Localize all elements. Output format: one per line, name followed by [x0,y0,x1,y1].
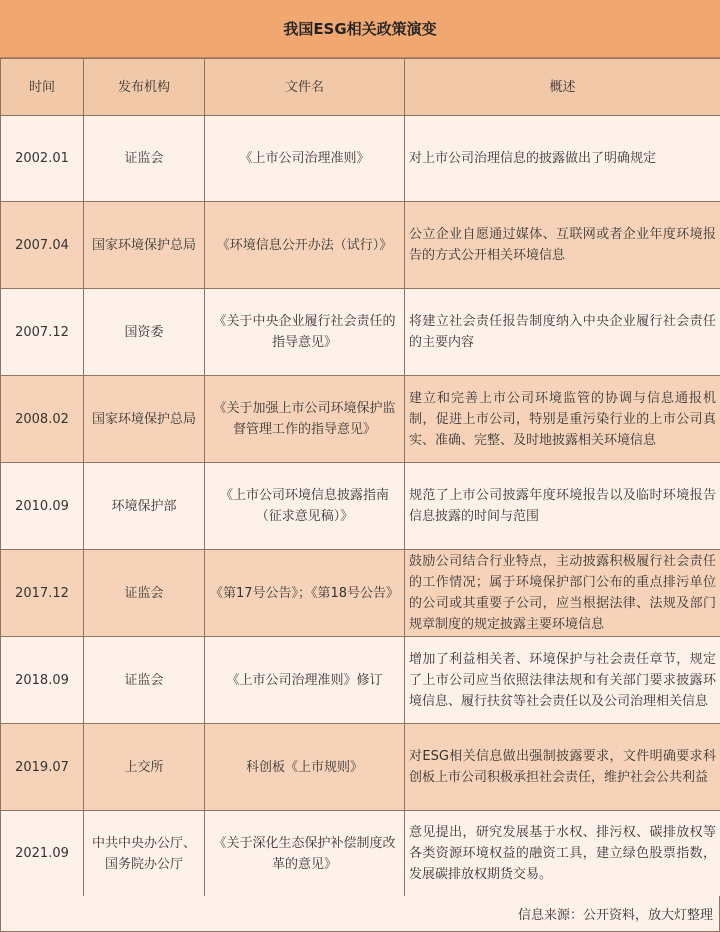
header-desc: 概述 [405,59,720,116]
cell-org: 上交所 [84,724,205,811]
cell-org: 环境保护部 [84,463,205,550]
cell-time: 2007.04 [1,202,84,289]
cell-desc: 对上市公司治理信息的披露做出了明确规定 [405,116,720,202]
cell-time: 2010.09 [1,463,84,550]
cell-desc: 意见提出，研究发展基于水权、排污权、碳排放权等各类资源环境权益的融资工具，建立绿色股票指数，发展碳排放权期货交易。 [405,811,720,897]
policy-table [0,58,720,897]
cell-desc: 建立和完善上市公司环境监管的协调与信息通报机制，促进上市公司，特别是重污染行业的上市公司真实、准确、完整、及时地披露相关环境信息 [405,376,720,463]
cell-time: 2021.09 [1,811,84,897]
cell-doc: 《第17号公告》；《第18号公告》 [205,550,405,637]
cell-time: 2008.02 [1,376,84,463]
cell-time: 2002.01 [1,116,84,202]
cell-doc: 《环境信息公开办法（试行）》 [205,202,405,289]
table-row [1,376,720,463]
table-row [1,202,720,289]
cell-desc: 增加了利益相关者、环境保护与社会责任章节，规定了上市公司应当依照法律法规和有关部门要求披露环境信息、履行扶贫等社会责任以及公司治理相关信息 [405,637,720,724]
table-row [1,289,720,376]
cell-desc: 对ESG相关信息做出强制披露要求，文件明确要求科创板上市公司积极承担社会责任，维护社会公共利益 [405,724,720,811]
cell-time: 2018.09 [1,637,84,724]
header-doc: 文件名 [205,59,405,116]
table-row [1,724,720,811]
header-time: 时间 [1,59,84,116]
cell-doc: 科创板《上市规则》 [205,724,405,811]
cell-org: 国家环境保护总局 [84,202,205,289]
cell-doc: 《关于加强上市公司环境保护监督管理工作的指导意见》 [205,376,405,463]
cell-time: 2017.12 [1,550,84,637]
cell-desc: 鼓励公司结合行业特点，主动披露积极履行社会责任的工作情况；属于环境保护部门公布的重点排污单位的公司或其重要子公司，应当根据法律、法规及部门规章制度的规定披露主要环境信息 [405,550,720,637]
cell-org: 证监会 [84,116,205,202]
table-row [1,116,720,202]
header-row [1,59,720,116]
table-row [1,637,720,724]
cell-doc: 《上市公司治理准则》 [205,116,405,202]
cell-desc: 公立企业自愿通过媒体、互联网或者企业年度环境报告的方式公开相关环境信息 [405,202,720,289]
cell-desc: 规范了上市公司披露年度环境报告以及临时环境报告信息披露的时间与范围 [405,463,720,550]
cell-doc: 《关于深化生态保护补偿制度改革的意见》 [205,811,405,897]
cell-org: 国资委 [84,289,205,376]
cell-desc: 将建立社会责任报告制度纳入中央企业履行社会责任的主要内容 [405,289,720,376]
source-note: 信息来源：公开资料，放大灯整理 [0,896,720,932]
cell-org: 证监会 [84,550,205,637]
table-title: 我国ESG相关政策演变 [0,0,720,58]
cell-doc: 《上市公司环境信息披露指南（征求意见稿）》 [205,463,405,550]
cell-org: 证监会 [84,637,205,724]
cell-time: 2019.07 [1,724,84,811]
header-org: 发布机构 [84,59,205,116]
cell-org: 国家环境保护总局 [84,376,205,463]
table-row [1,811,720,897]
cell-time: 2007.12 [1,289,84,376]
table-row [1,463,720,550]
cell-org: 中共中央办公厅、国务院办公厅 [84,811,205,897]
cell-doc: 《关于中央企业履行社会责任的指导意见》 [205,289,405,376]
table-row [1,550,720,637]
cell-doc: 《上市公司治理准则》修订 [205,637,405,724]
